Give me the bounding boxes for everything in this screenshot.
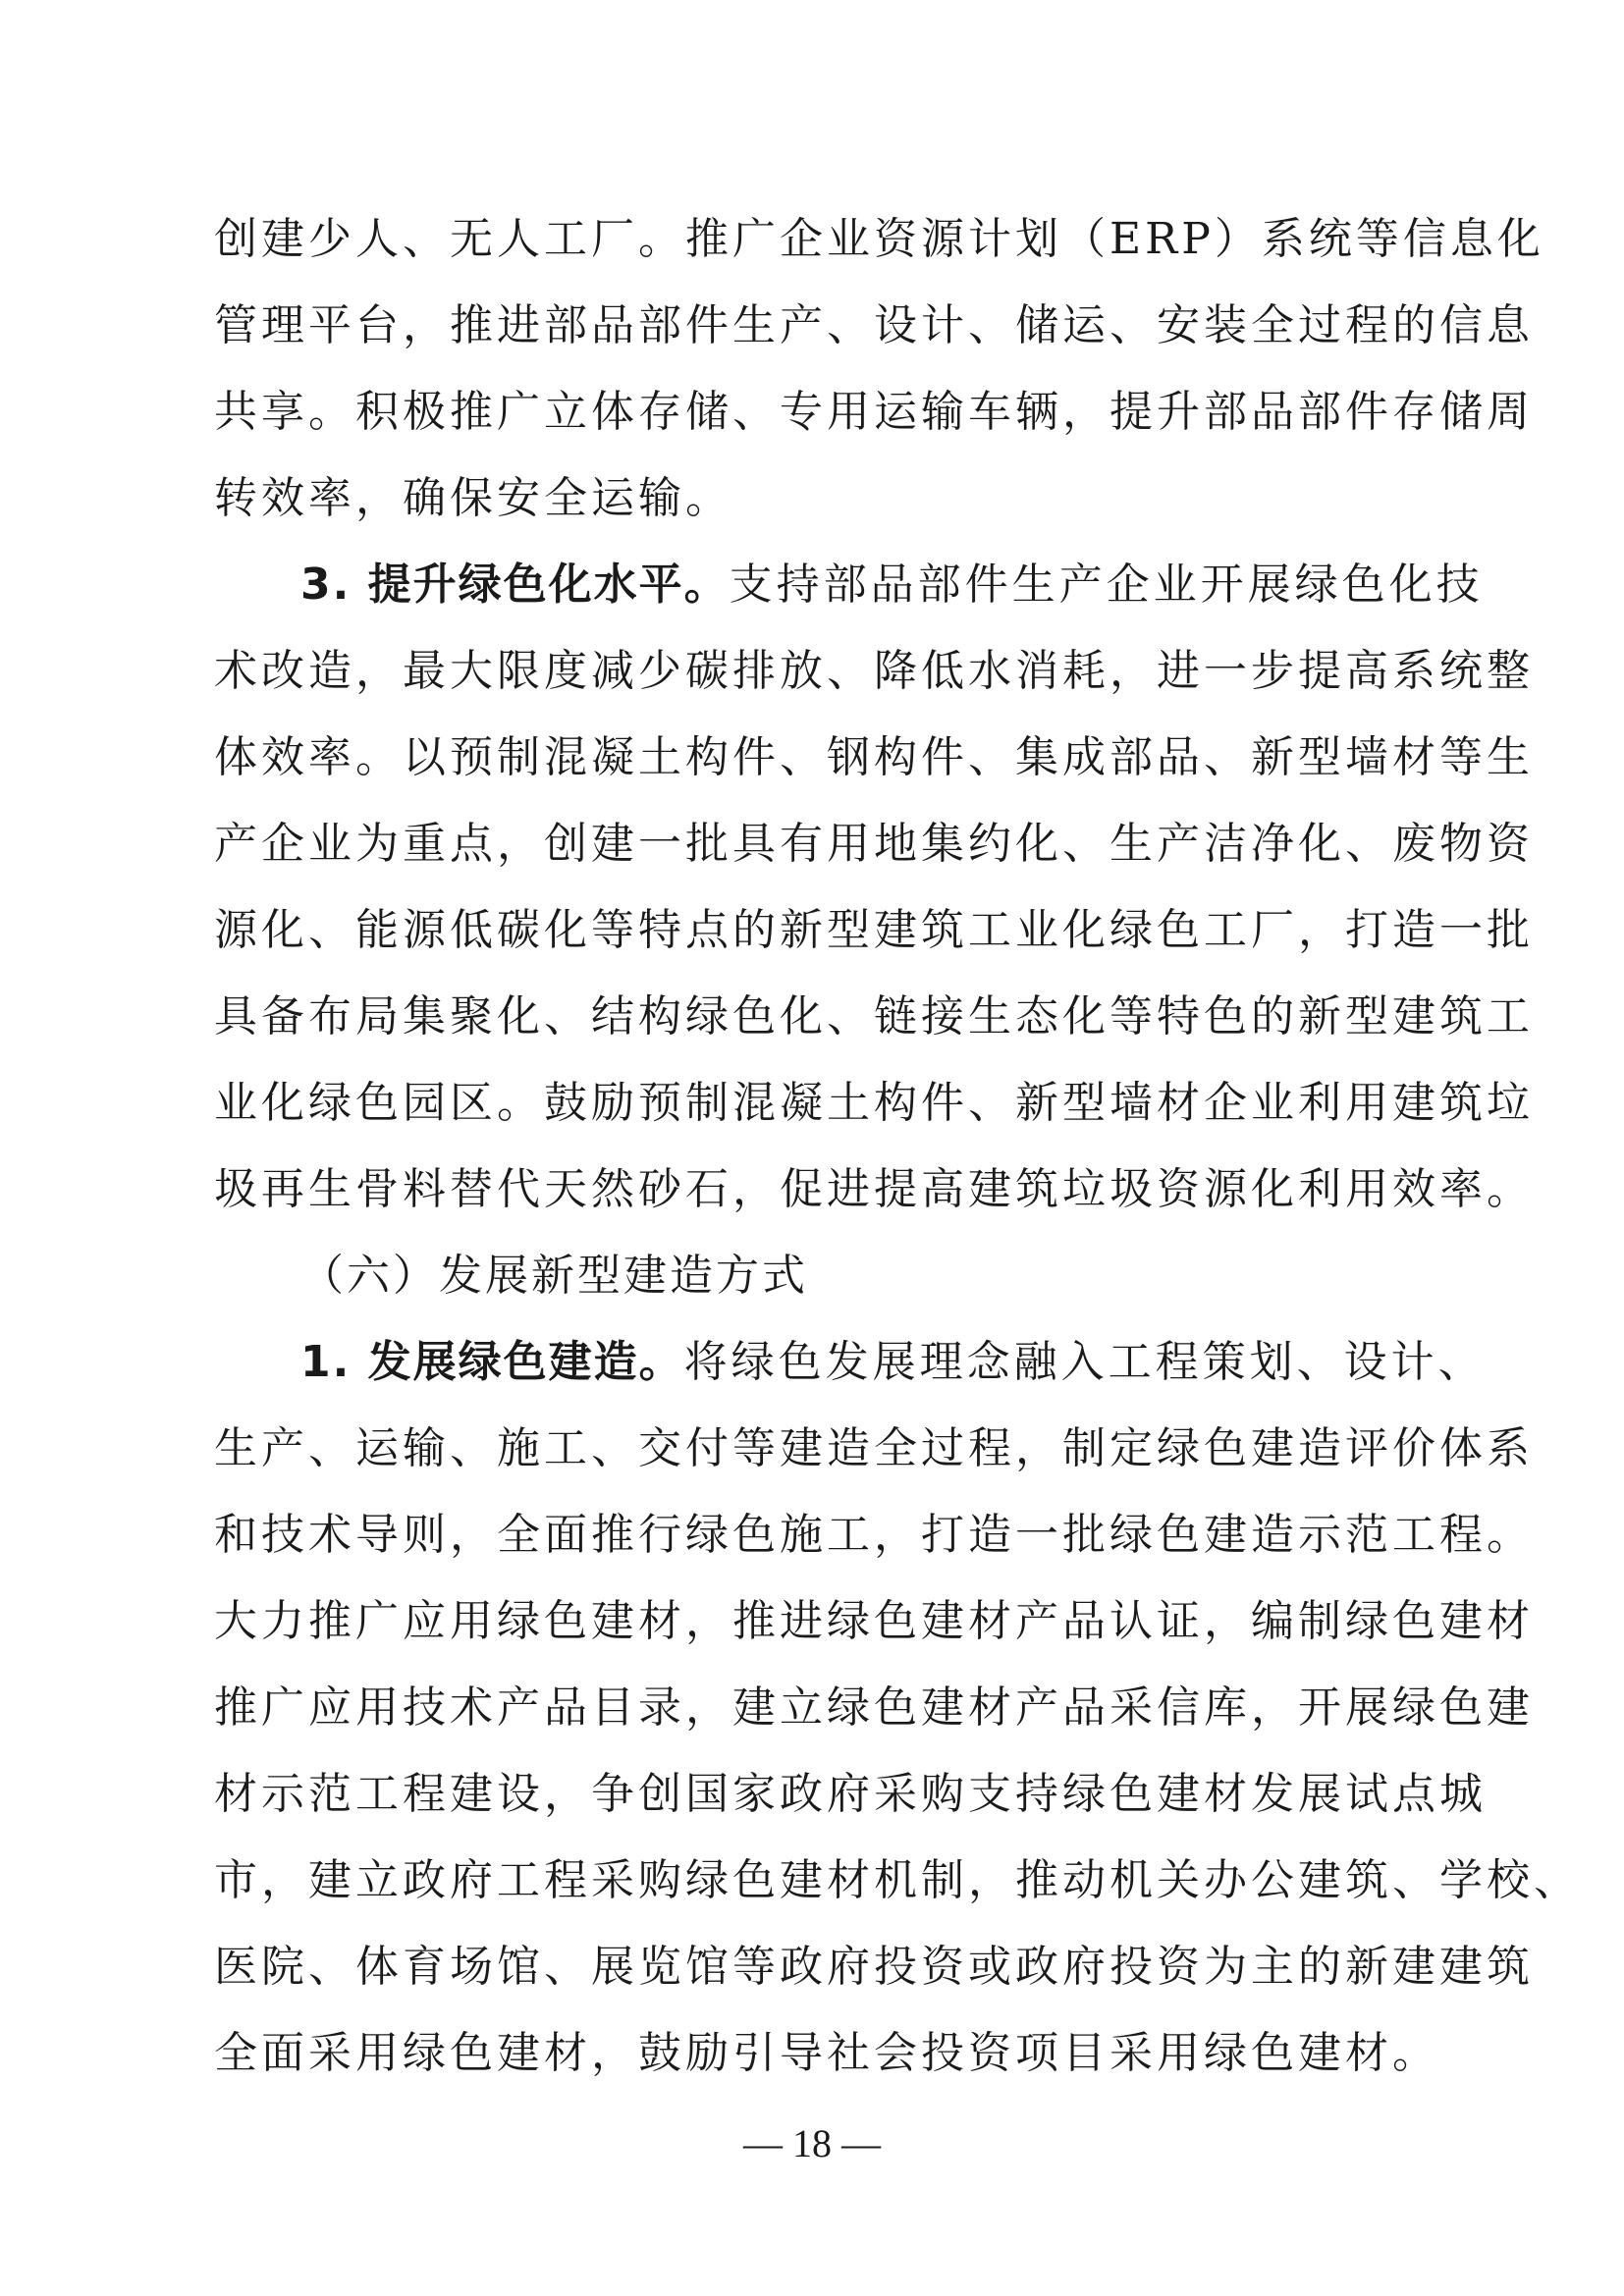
text-line: 全面采用绿色建材，鼓励引导社会投资项目采用绿色建材。	[214, 2028, 1439, 2078]
text-line: 大力推广应用绿色建材，推进绿色建材产品认证，编制绿色建材	[214, 1596, 1534, 1646]
text-line: 业化绿色园区。鼓励预制混凝土构件、新型墙材企业利用建筑垃	[214, 1078, 1534, 1128]
text-line: 具备布局集聚化、结构绿色化、链接生态化等特色的新型建筑工	[214, 991, 1534, 1041]
paragraph-green-level	[214, 542, 1534, 1233]
text-line: 材示范工程建设，争创国家政府采购支持绿色建材发展试点城	[214, 1769, 1487, 1819]
text-line: 共享。积极推广立体存储、专用运输车辆，提升部品部件存储周	[214, 387, 1534, 437]
text-line: 体效率。以预制混凝土构件、钢构件、集成部品、新型墙材等生	[214, 732, 1534, 782]
text-line: 推广应用技术产品目录，建立绿色建材产品采信库，开展绿色建	[214, 1682, 1534, 1733]
text-line: 源化、能源低碳化等特点的新型建筑工业化绿色工厂，打造一批	[214, 905, 1534, 955]
text-line-lead	[214, 542, 1484, 628]
paragraph-green-construction	[214, 1319, 1581, 2097]
paragraph-continuation	[214, 196, 1544, 542]
item-lead-text: 将绿色发展理念融入工程策划、设计、	[683, 1337, 1486, 1387]
section-heading: （六）发展新型建造方式	[300, 1251, 808, 1301]
text-line: 转效率，确保安全运输。	[214, 473, 732, 523]
item-lead-text: 支持部品部件生产企业开展绿色化技	[729, 560, 1484, 610]
text-line: 医院、体育场馆、展览馆等政府投资或政府投资为主的新建建筑	[214, 1942, 1534, 1992]
text-line: 创建少人、无人工厂。推广企业资源计划（ERP）系统等信息化	[214, 214, 1544, 264]
item-lead-heading: 1. 发展绿色建造。	[300, 1337, 684, 1387]
text-line: 圾再生骨料替代天然砂石，促进提高建筑垃圾资源化利用效率。	[214, 1164, 1534, 1214]
text-line-lead	[214, 1319, 1486, 1406]
text-line: 管理平台，推进部品部件生产、设计、储运、安装全过程的信息	[214, 300, 1534, 350]
page-number: — 18 —	[743, 2121, 881, 2165]
text-line: 市，建立政府工程采购绿色建材机制，推动机关办公建筑、学校、	[214, 1855, 1581, 1905]
body-text	[214, 196, 1581, 2097]
text-line: 产企业为重点，创建一批具有用地集约化、生产洁净化、废物资	[214, 819, 1534, 869]
text-line: 术改造，最大限度减少碳排放、降低水消耗，进一步提高系统整	[214, 646, 1534, 696]
item-lead-heading: 3. 提升绿色化水平。	[300, 560, 730, 610]
text-line: 生产、运输、施工、交付等建造全过程，制定绿色建造评价体系	[214, 1423, 1534, 1473]
text-line: 和技术导则，全面推行绿色施工，打造一批绿色建造示范工程。	[214, 1510, 1534, 1560]
